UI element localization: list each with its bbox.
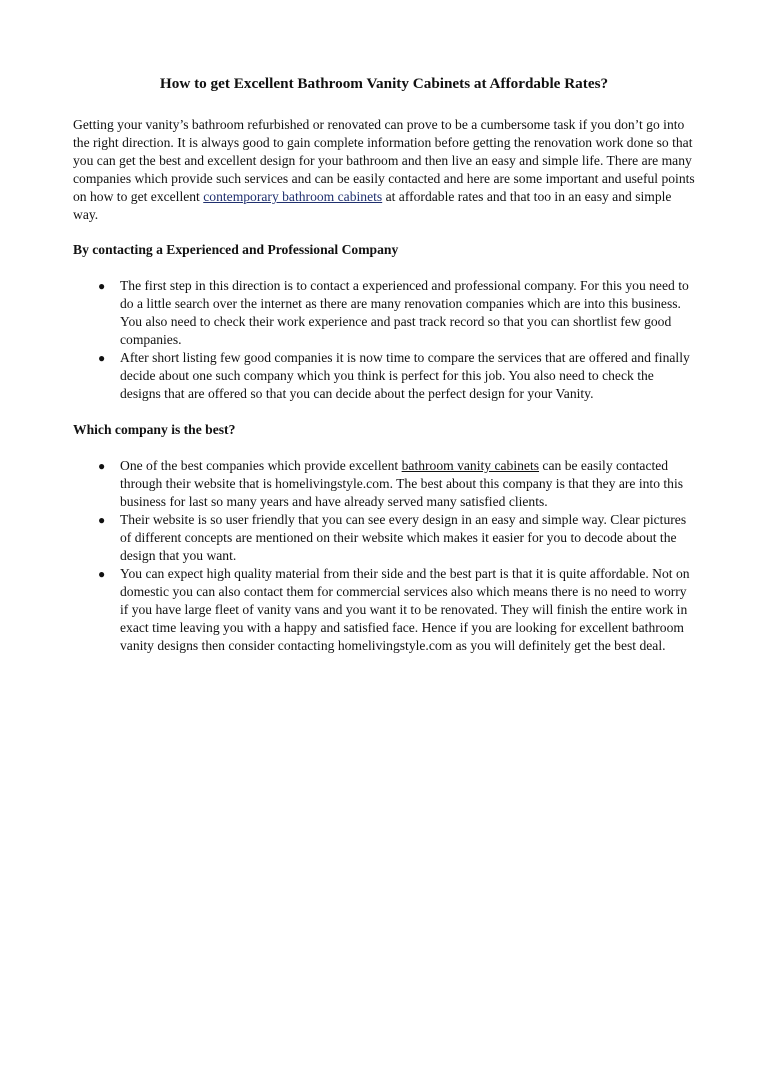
list-item-text-end: can be easily contacted through their website that is homelivingstyle.com. The best about this company is that they are into this business for last so many years and have already served many satisfied clients. <box>120 458 684 509</box>
intro-paragraph <box>73 116 695 224</box>
section-heading-experienced-company: By contacting a Experienced and Professional Company <box>73 242 399 257</box>
contemporary-bathroom-cabinets-link[interactable]: contemporary bathroom cabinets <box>203 189 383 204</box>
bullet-icon: ● <box>98 459 106 473</box>
document-page <box>73 74 695 673</box>
list-item <box>98 565 695 655</box>
bullet-list-experienced-company <box>73 277 695 403</box>
list-item-text: After short listing few good companies it is now time to compare the services that are offered and finally decide about one such company which you think is perfect for this job. You also need to check the designs that are offered so that you can decide about the perfect design for your Vanity. <box>120 350 690 401</box>
intro-text-end: at affordable rates and that too in an easy and simple way. <box>73 189 672 222</box>
list-item <box>98 349 695 403</box>
bullet-icon: ● <box>98 567 106 581</box>
section-heading-best-company: Which company is the best? <box>73 422 236 437</box>
bullet-icon: ● <box>98 279 106 293</box>
list-item-text: Their website is so user friendly that you can see every design in an easy and simple way. Clear pictures of different concepts are mentioned on their website which makes it easier for you to decode about the design that you want. <box>120 512 687 563</box>
intro-text-start: Getting your vanity’s bathroom refurbished or renovated can prove to be a cumbersome task if you don’t go into the right direction. It is always good to gain complete information before getting the renovation work done so that you can get the best and excellent design for your bathroom and then live an easy and simple life. There are many companies which provide such services and can be easily contacted and here are some important and useful points on how to get excellent <box>73 117 695 204</box>
bullet-icon: ● <box>98 351 106 365</box>
list-item-text: You can expect high quality material from their side and the best part is that it is quite affordable. Not on domestic you can also contact them for commercial services also which means there is no need to worry if you have large fleet of vanity vans and you want it to be renovated. They will finish the entire work in exact time leaving you with a happy and satisfied face. Hence if you are looking for excellent bathroom vanity designs then consider contacting homelivingstyle.com as you will definitely get the best deal. <box>120 566 690 653</box>
document-title: How to get Excellent Bathroom Vanity Cabinets at Affordable Rates? <box>159 75 609 92</box>
bullet-list-best-company <box>73 457 695 655</box>
list-item <box>98 511 695 565</box>
list-item <box>98 277 695 349</box>
list-item-text: The first step in this direction is to contact a experienced and professional company. For this you need to do a little search over the internet as there are many renovation companies which are into this business. You also need to check their work experience and past track record so that you can shortlist few good companies. <box>120 278 689 347</box>
list-item-text-start: One of the best companies which provide excellent <box>120 458 402 473</box>
bullet-icon: ● <box>98 513 106 527</box>
list-item <box>98 457 695 511</box>
bathroom-vanity-cabinets-link[interactable]: bathroom vanity cabinets <box>401 458 540 473</box>
